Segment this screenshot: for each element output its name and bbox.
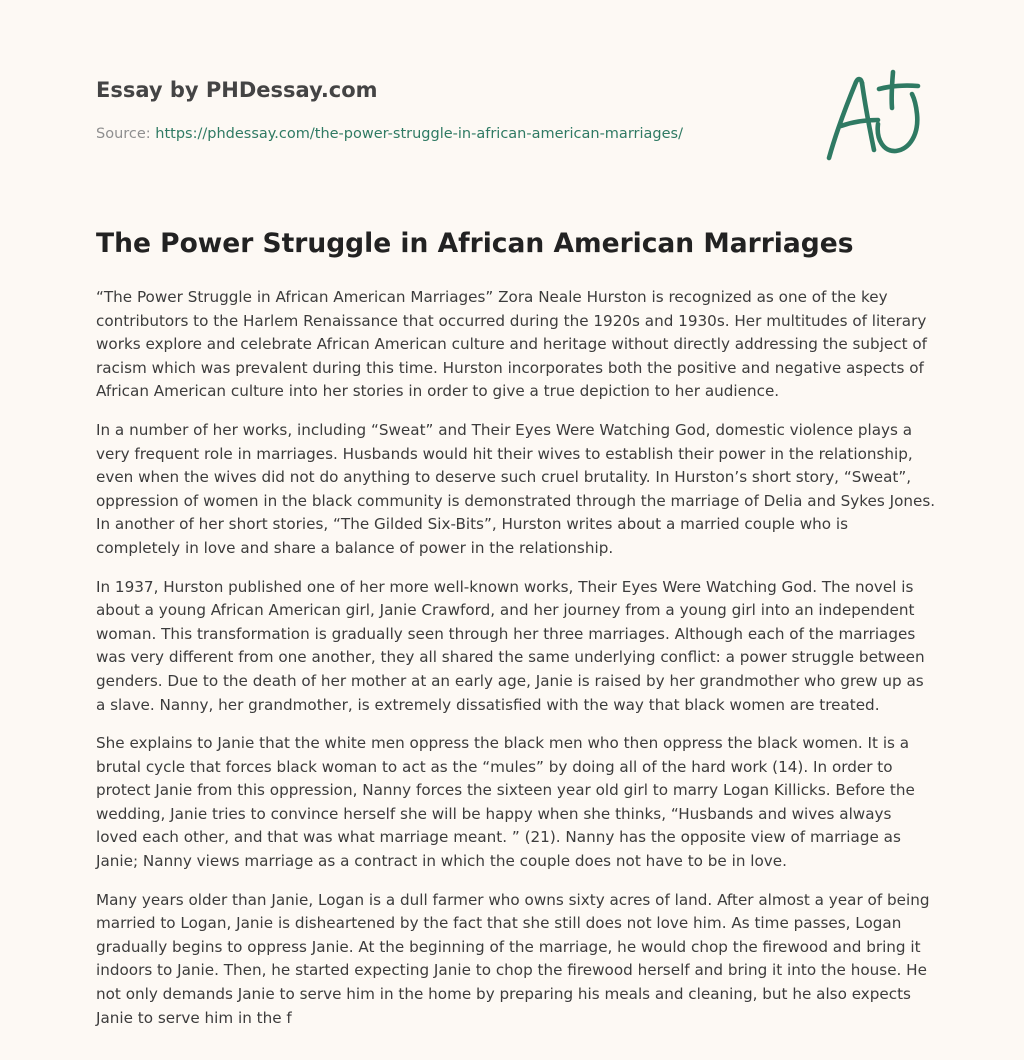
a-plus-logo-svg xyxy=(818,64,930,168)
essay-body xyxy=(96,286,936,1045)
source-line xyxy=(96,124,683,144)
a-plus-grade-icon xyxy=(818,64,930,168)
essay-title: The Power Struggle in African American Marriages xyxy=(96,228,854,259)
essay-paragraph: Many years older than Janie, Logan is a dull farmer who owns sixty acres of land. After almost a year of being married to Logan, Janie is disheartened by the fact that she still does not love him. As time passes, Logan gradually begins to oppress Janie. At the beginning of the marriage, he would chop the firewood and bring it indoors to Janie. Then, he started expecting Janie to chop the firewood herself and bring it into the house. He not only demands Janie to serve him in the home by preparing his meals and cleaning, but he also expects Janie to serve him in the f xyxy=(96,890,930,1027)
source-link[interactable]: https://phdessay.com/the-power-struggle-in-african-american-marriages/ xyxy=(155,126,683,142)
source-label: Source: xyxy=(96,126,156,142)
essay-paragraph: In a number of her works, including “Sweat” and Their Eyes Were Watching God, domestic violence plays a very frequent role in marriages. Husbands would hit their wives to establish their power in the relationship, even when the wives did not do anything to deserve such cruel brutality. In Hurston’s short story, “Sweat”, oppression of women in the black community is demonstrated through the marriage of Delia and Sykes Jones. In another of her short stories, “The Gilded Six-Bits”, Hurston writes about a married couple who is completely in love and share a balance of power in the relationship. xyxy=(96,420,936,557)
essay-paragraph: “The Power Struggle in African American Marriages” Zora Neale Hurston is recognized as one of the key contributors to the Harlem Renaissance that occurred during the 1920s and 1930s. Her multitudes of literary works explore and celebrate African American culture and heritage without directly addressing the subject of racism which was prevalent during this time. Hurston incorporates both the positive and negative aspects of African American culture into her stories in order to give a true depiction to her audience. xyxy=(96,288,928,401)
essay-paragraph: In 1937, Hurston published one of her more well-known works, Their Eyes Were Watching God. The novel is about a young African American girl, Janie Crawford, and her journey from a young girl into an independent woman. This transformation is gradually seen through her three marriages. Although each of the marriages was very different from one another, they all shared the same underlying conflict: a power struggle between genders. Due to the death of her mother at an early age, Janie is raised by her grandmother who grew up as a slave. Nanny, her grandmother, is extremely dissatisfied with the way that black women are treated. xyxy=(96,577,925,714)
site-title: Essay by PHDessay.com xyxy=(96,78,378,102)
essay-paragraph: She explains to Janie that the white men oppress the black men who then oppress the black women. It is a brutal cycle that forces black woman to act as the “mules” by doing all of the hard work (14). In order to protect Janie from this oppression, Nanny forces the sixteen year old girl to marry Logan Killicks. Before the wedding, Janie tries to convince herself she will be happy when she thinks, “Husbands and wives always loved each other, and that was what marriage meant. ” (21). Nanny has the opposite view of marriage as Janie; Nanny views marriage as a contract in which the couple does not have to be in love. xyxy=(96,734,915,871)
